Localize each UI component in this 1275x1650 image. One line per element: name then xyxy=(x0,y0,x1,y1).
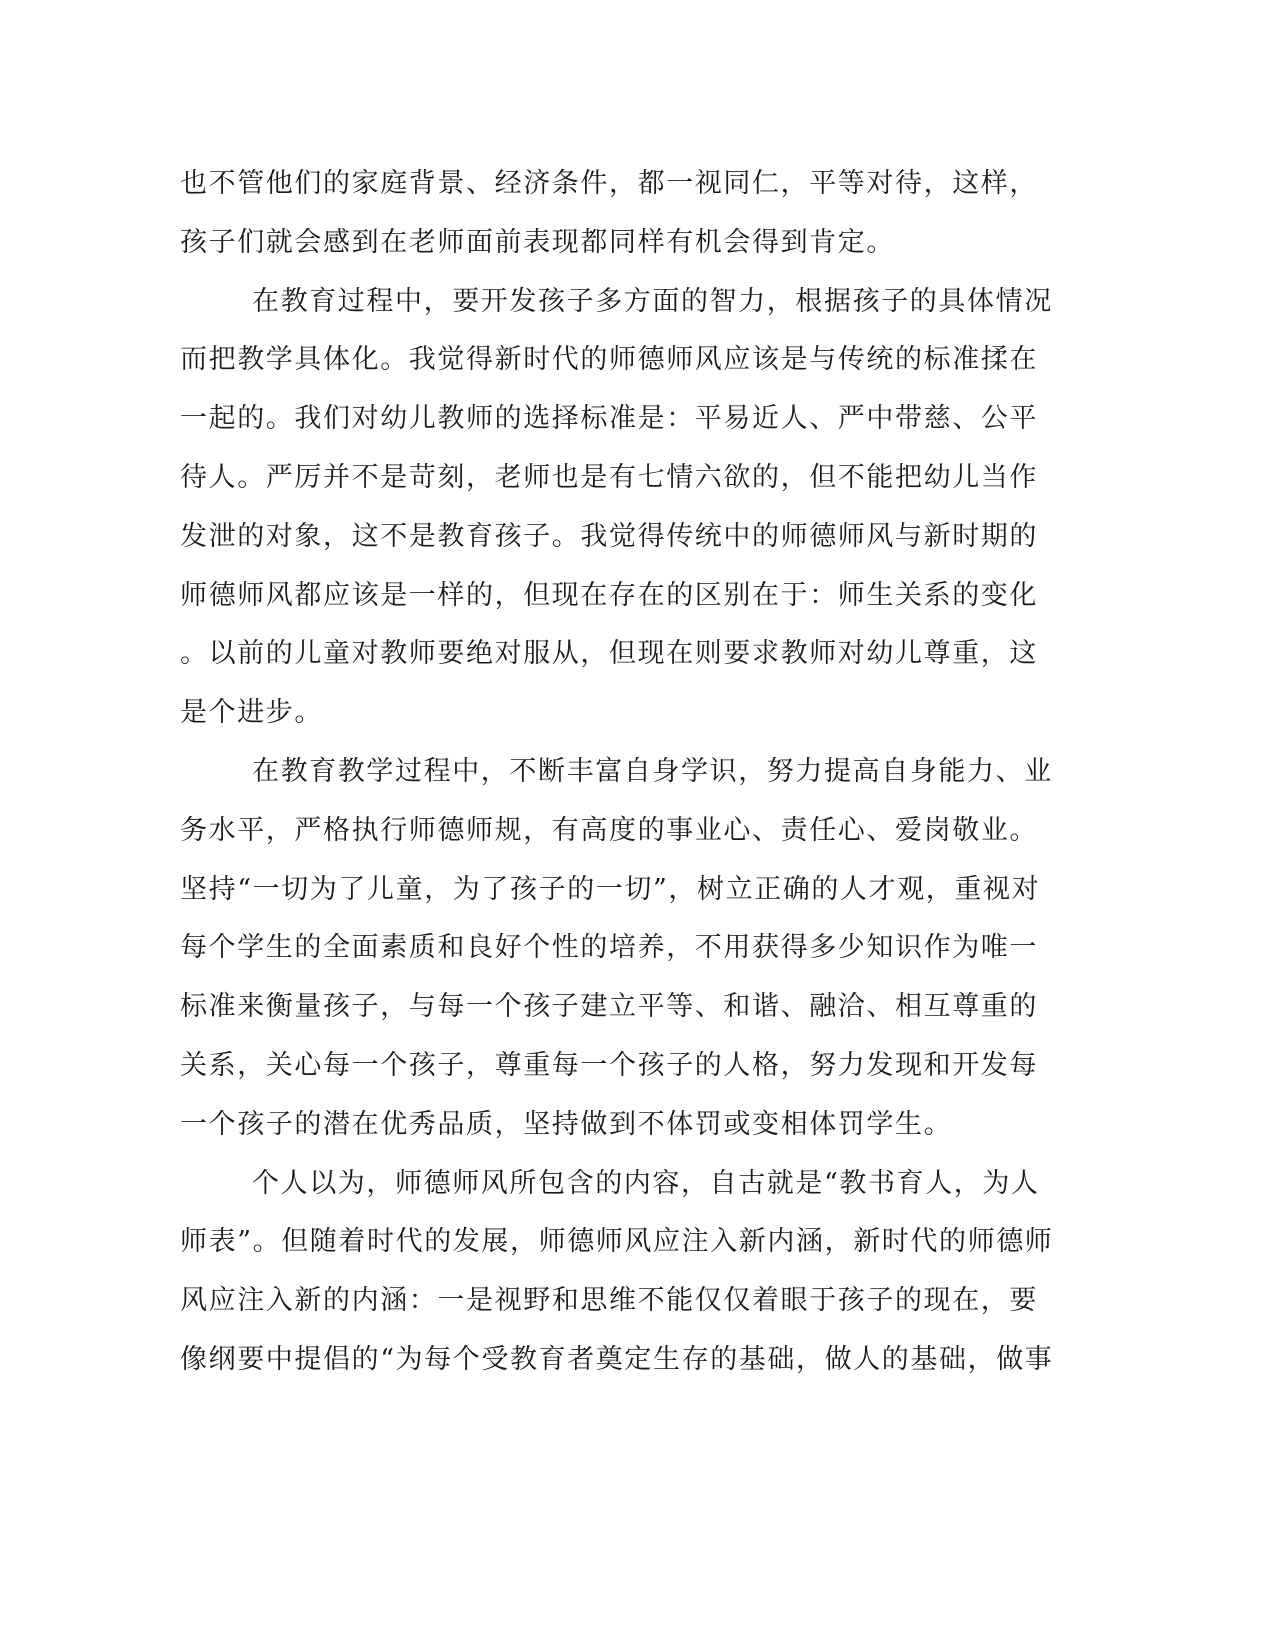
text-line: 标准来衡量孩子，与每一个孩子建立平等、和谐、融洽、相互尊重的 xyxy=(180,991,1038,1023)
text-line: 也不管他们的家庭背景、经济条件，都一视同仁，平等对待，这样， xyxy=(180,168,1038,199)
text-line: 一起的。我们对幼儿教师的选择标准是：平易近人、严中带慈、公平 xyxy=(180,403,1038,435)
text-line: 孩子们就会感到在老师面前表现都同样有机会得到肯定。 xyxy=(180,226,895,258)
text-line: 风应注入新的内涵：一是视野和思维不能仅仅着眼于孩子的现在，要 xyxy=(180,1285,1038,1317)
text-line: 而把教学具体化。我觉得新时代的师德师风应该是与传统的标准揉在 xyxy=(180,344,1038,376)
text-line: 。以前的儿童对教师要绝对服从，但现在则要求教师对幼儿尊重，这 xyxy=(180,638,1038,670)
text-line: 关系，关心每一个孩子，尊重每一个孩子的人格，努力发现和开发每 xyxy=(180,1049,1038,1081)
paragraph-start-line: 在教育过程中，要开发孩子多方面的智力，根据孩子的具体情况 xyxy=(252,285,1053,317)
text-line: 师德师风都应该是一样的，但现在存在的区别在于：师生关系的变化 xyxy=(180,579,1038,611)
text-line: 发泄的对象，这不是教育孩子。我觉得传统中的师德师风与新时期的 xyxy=(180,520,1038,552)
text-line: 务水平，严格执行师德师规，有高度的事业心、责任心、爱岗敬业。 xyxy=(180,814,1038,846)
body-text xyxy=(180,155,1054,1390)
text-line: 像纲要中提倡的“为每个受教育者奠定生存的基础，做人的基础，做事 xyxy=(180,1343,1054,1375)
text-line: 是个进步。 xyxy=(180,697,323,729)
paragraph-start-line: 个人以为，师德师风所包含的内容，自古就是“教书育人，为人 xyxy=(252,1167,1040,1199)
paragraph-start-line: 在教育教学过程中，不断丰富自身学识，努力提高自身能力、业 xyxy=(252,755,1053,787)
text-line: 待人。严厉并不是苛刻，老师也是有七情六欲的，但不能把幼儿当作 xyxy=(180,461,1038,493)
text-line: 一个孩子的潜在优秀品质，坚持做到不体罚或变相体罚学生。 xyxy=(180,1108,953,1140)
text-line: 师表”。但随着时代的发展，师德师风应注入新内涵，新时代的师德师 xyxy=(180,1226,1054,1258)
text-line: 坚持“一切为了儿童，为了孩子的一切”，树立正确的人才观，重视对 xyxy=(180,873,1041,905)
text-line: 每个学生的全面素质和良好个性的培养，不用获得多少知识作为唯一 xyxy=(180,932,1038,964)
